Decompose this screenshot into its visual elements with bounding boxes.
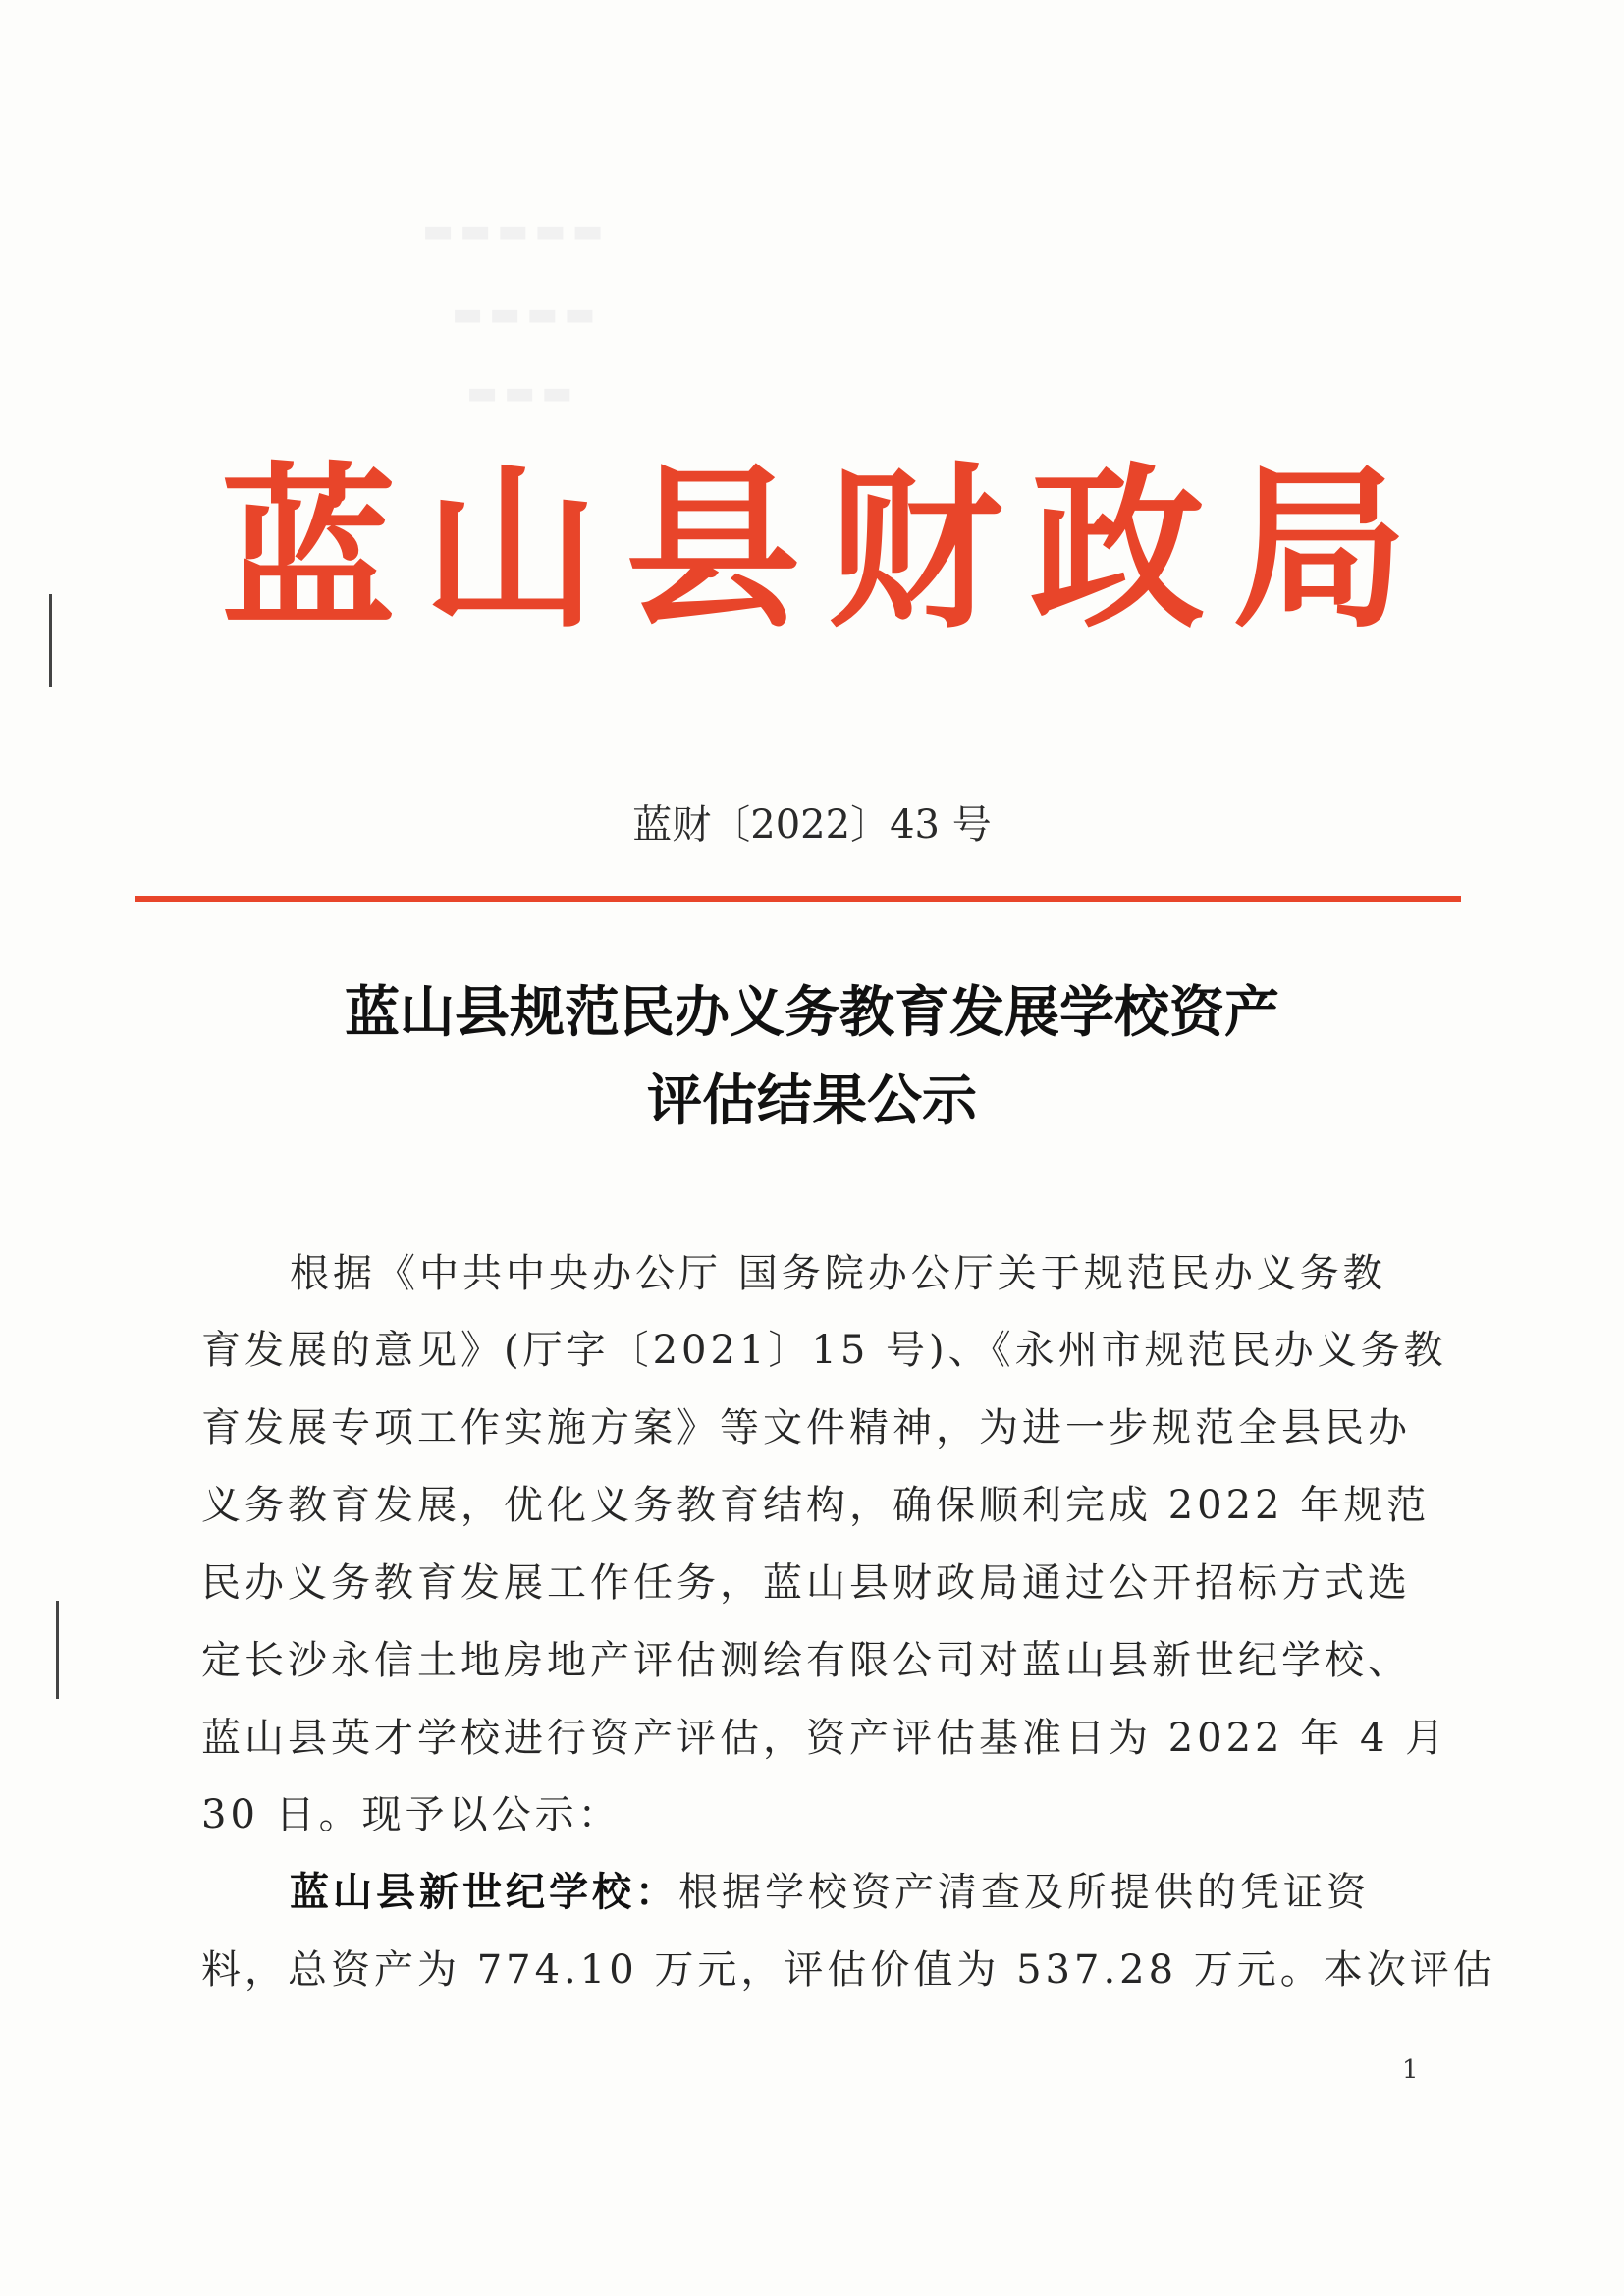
document-title-line-1: 蓝山县规范民办义务教育发展学校资产 bbox=[345, 980, 1279, 1045]
paragraph-line: 定长沙永信土地房地产评估测绘有限公司对蓝山县新世纪学校、 bbox=[201, 1638, 1411, 1683]
show-through-mark: ▬▬▬▬ bbox=[452, 295, 602, 334]
paragraph-line: 30 日。现予以公示： bbox=[201, 1792, 622, 1837]
document-title-line-2: 评估结果公示 bbox=[647, 1068, 977, 1133]
paragraph-line: 义务教育发展，优化义务教育结构，确保顺利完成 2022 年规范 bbox=[201, 1483, 1431, 1528]
red-divider-line bbox=[135, 896, 1461, 902]
paragraph-line: 根据《中共中央办公厅 国务院办公厅关于规范民办义务教 bbox=[290, 1251, 1386, 1296]
paragraph-line bbox=[290, 1869, 1370, 1915]
margin-mark bbox=[49, 594, 52, 687]
paragraph-line: 民办义务教育发展工作任务，蓝山县财政局通过公开招标方式选 bbox=[201, 1560, 1411, 1606]
show-through-mark: ▬▬▬ bbox=[466, 373, 579, 412]
paragraph-line: 育发展专项工作实施方案》等文件精神，为进一步规范全县民办 bbox=[201, 1405, 1411, 1450]
margin-mark bbox=[56, 1601, 59, 1699]
paragraph-text: 根据学校资产清查及所提供的凭证资 bbox=[678, 1870, 1370, 1915]
paragraph-line: 蓝山县英才学校进行资产评估，资产评估基准日为 2022 年 4 月 bbox=[201, 1716, 1449, 1761]
issuing-agency-heading: 蓝山县财政局 bbox=[221, 446, 1435, 651]
page-number: 1 bbox=[1402, 2055, 1419, 2085]
document-number: 蓝财〔2022〕43 号 bbox=[632, 802, 992, 847]
paragraph-line: 料，总资产为 774.10 万元，评估价值为 537.28 万元。本次评估 bbox=[201, 1947, 1496, 1993]
show-through-mark: ▬▬▬▬▬ bbox=[422, 211, 610, 250]
school-name-lead: 蓝山县新世纪学校： bbox=[290, 1869, 678, 1915]
paragraph-line: 育发展的意见》(厅字〔2021〕15 号)、《永州市规范民办义务教 bbox=[201, 1328, 1447, 1373]
